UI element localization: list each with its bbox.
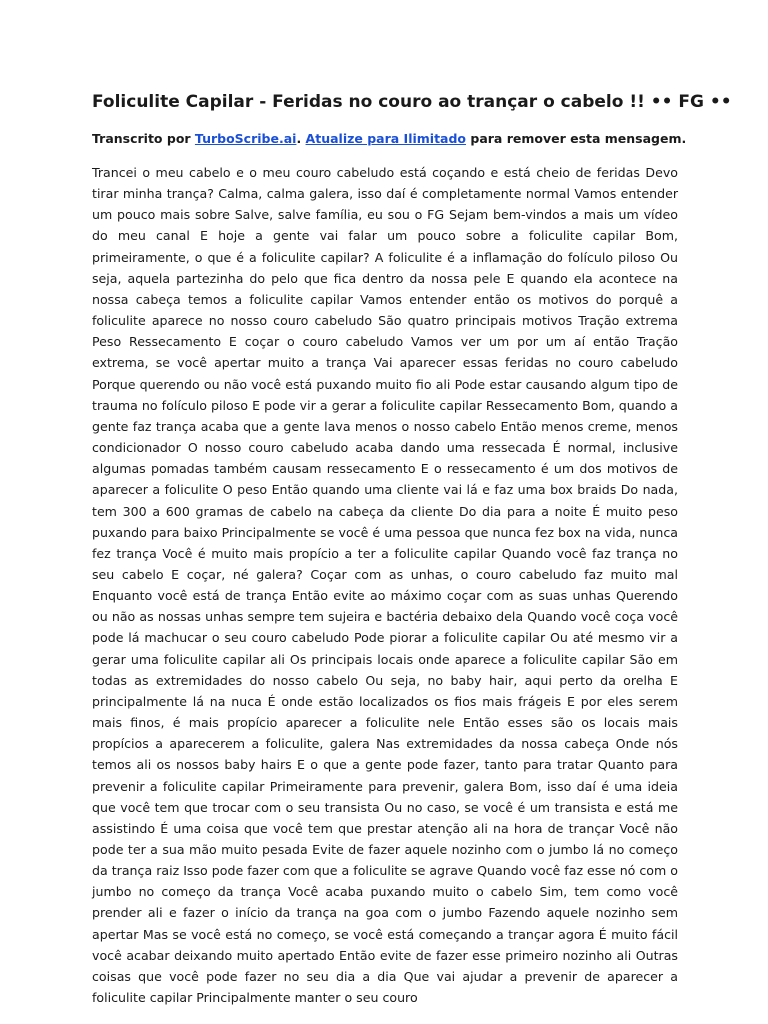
notice-prefix: Transcrito por xyxy=(92,131,195,146)
notice-suffix: para remover esta mensagem. xyxy=(466,131,687,146)
document-page xyxy=(92,90,732,1008)
upgrade-link[interactable]: Atualize para Ilimitado xyxy=(305,131,467,146)
turboscribe-link[interactable]: TurboScribe.ai xyxy=(194,131,297,146)
notice-separator: . xyxy=(296,131,306,146)
document-title: Foliculite Capilar - Feridas no couro ao trançar o cabelo !! •• FG •• xyxy=(92,92,732,112)
transcript-body: Trancei o meu cabelo e o meu couro cabeludo está coçando e está cheio de feridas Devo tirar minha trança? Calma, calma galera, isso daí é completamente normal Vamos entender um pouco mais sobre Salve, salve família, eu sou o FG Sejam bem-vindos a mais um vídeo do meu canal E hoje a gente vai falar um pouco sobre a foliculite capilar Bom, primeiramente, o que é a foliculite capilar? A foliculite é a inflamação do folículo piloso Ou seja, aquela partezinha do pelo que fica dentro da nossa pele E quando ela acontece na nossa cabeça temos a foliculite capilar Vamos entender então os motivos do porquê a foliculite aparece no nosso couro cabeludo São quatro principais motivos Tração extrema Peso Ressecamento E coçar o couro cabeludo Vamos ver um por um aí então Tração extrema, se você apertar muito a trança Vai aparecer essas feridas no couro cabeludo Porque querendo ou não você está puxando muito fio ali Pode estar causando algum tipo de trauma no folículo piloso E pode vir a gerar a foliculite capilar Ressecamento Bom, quando a gente faz trança acaba que a gente lava menos o nosso cabelo Então menos creme, menos condicionador O nosso couro cabeludo acaba dando uma ressecada É normal, inclusive algumas pomadas também causam ressecamento E o ressecamento é um dos motivos de aparecer a foliculite O peso Então quando uma cliente vai lá e faz uma box braids Do nada, tem 300 a 600 gramas de cabelo na cabeça da cliente Do dia para a noite É muito peso puxando para baixo Principalmente se você é uma pessoa que nunca fez box na vida, nunca fez trança Você é muito mais propício a ter a foliculite capilar Quando você faz trança no seu cabelo E coçar, né galera? Coçar com as unhas, o couro cabeludo faz muito mal Enquanto você está de trança Então evite ao máximo coçar com as suas unhas Querendo ou não as nossas unhas sempre tem sujeira e bactéria debaixo dela Quando você coça você pode lá machucar o seu couro cabeludo Pode piorar a foliculite capilar Ou até mesmo vir a gerar uma foliculite capilar ali Os principais locais onde aparece a foliculite capilar São em todas as extremidades do nosso cabelo Ou seja, no baby hair, aqui perto da orelha E principalmente lá na nuca É onde estão localizados os fios mais frágeis E por eles serem mais finos, é mais propício aparecer a foliculite nele Então esses são os locais mais propícios a aparecerem a foliculite, galera Nas extremidades da nossa cabeça Onde nós temos ali os nossos baby hairs E o que a gente pode fazer, tanto para tratar Quanto para prevenir a foliculite capilar Primeiramente para prevenir, galera Bom, isso daí é uma ideia que você tem que trocar com o seu transista Ou no caso, se você é um transista e está me assistindo É uma coisa que você tem que prestar atenção ali na hora de trançar Você não pode ter a sua mão muito pesada Evite de fazer aquele nozinho com o jumbo lá no começo da trança raiz Isso pode fazer com que a foliculite se agrave Quando você faz esse nó com o jumbo no começo da trança Você acaba puxando muito o cabelo Sim, tem como você prender ali e fazer o início da trança na goa com o jumbo Fazendo aquele nozinho sem apertar Mas se você está no começo, se você está começando a trançar agora É muito fácil você acabar deixando muito apertado Então evite de fazer esse primeiro nozinho ali Outras coisas que você pode fazer no seu dia a dia Que vai ajudar a prevenir de aparecer a foliculite capilar Principalmente manter o seu couro xyxy=(92,165,678,1006)
transcription-notice xyxy=(92,130,687,148)
